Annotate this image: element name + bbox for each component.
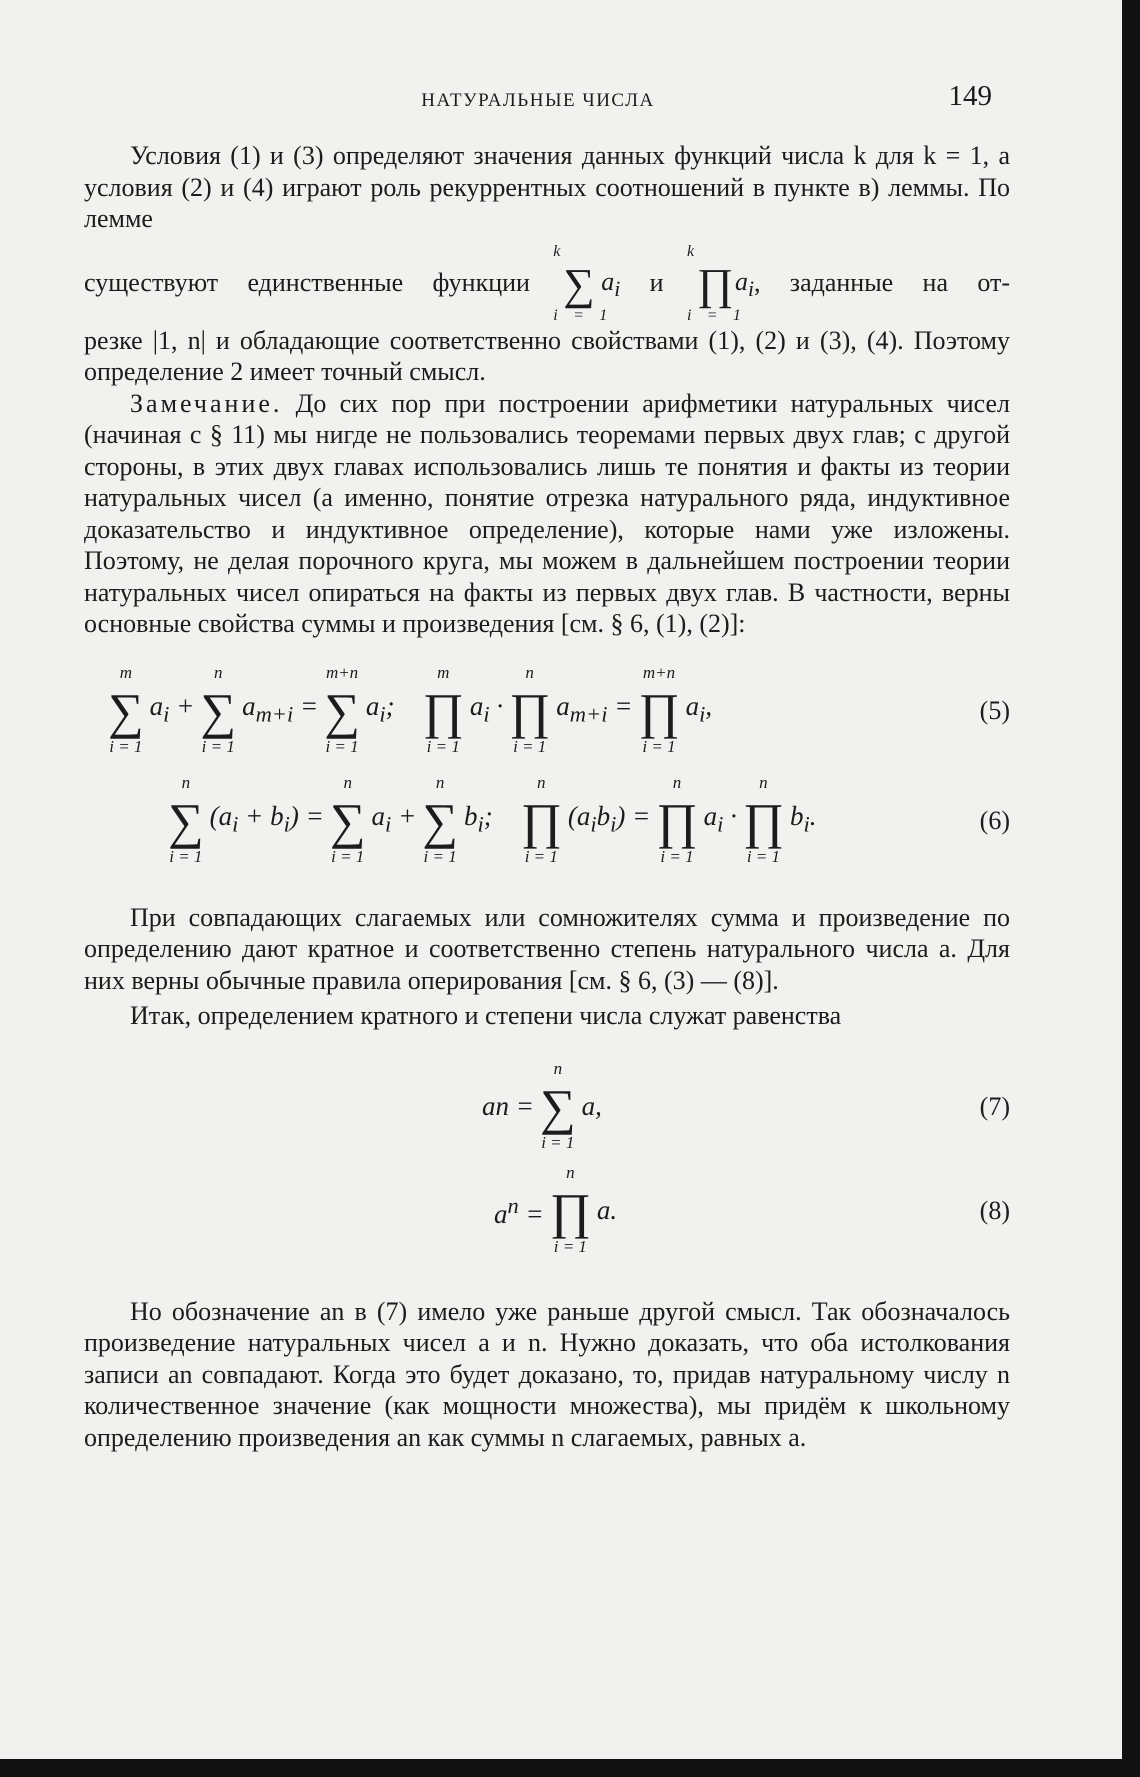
sum-operator: m ∑ i = 1 xyxy=(108,662,144,756)
paragraph-1-line-1: Условия (1) и (3) определяют значения данных функций числа k для k = 1, а условия (2) и (4) играют роль рекуррентных соотношений в пункте в) леммы. По лемме xyxy=(84,141,1010,233)
paragraph-1-line-3: резке |1, n| и обладающие соответственно свойствами (1), (2) и (3), (4). Поэтому определение 2 имеет точный смысл. xyxy=(84,325,1010,386)
product-operator: n ∏ i = 1 xyxy=(549,1162,591,1256)
product-operator: n ∏ i = 1 xyxy=(656,772,698,866)
equation-number: (8) xyxy=(979,1195,1010,1225)
paragraph-3: При совпадающих слагаемых или сомножителях сумма и произведение по определению дают кратное и соответственно степень натурального числа a. Для них верны обычные правила оперирования [см. § 6, (3) — (8)]. xyxy=(84,902,1010,995)
equation-number: (6) xyxy=(979,805,1010,835)
equation-number: (7) xyxy=(979,1091,1010,1121)
paragraph-1-line-2: существуют единственные функции k ∑ i = 1 $a_i$ и k ∏ i = 1 $a_i$, заданные на от- xyxy=(84,242,1011,324)
product-operator: n ∏ i = 1 xyxy=(509,662,551,756)
product-operator: n ∏ i = 1 xyxy=(742,772,784,866)
remark-text: До сих пор при построении арифметики натуральных чисел (начиная с § 11) мы нигде не пользовались теоремами первых двух глав; с другой стороны, в этих двух главах использовались лишь те понятия и факты из теории натуральных чисел (а именно, понятие отрезка натурального ряда, индуктивное доказательство и индуктивное определение), которые нами уже изложены. Поэтому, не делая порочного круга, мы можем в дальнейшем построении теории натуральных чисел опираться на факты из первых двух глав. В частности, верны основные свойства суммы и произведения [см. § 6, (1), (2)]: xyxy=(84,388,1011,638)
page-header xyxy=(84,80,992,120)
paragraph-4: Итак, определением кратного и степени числа служат равенства xyxy=(130,1001,842,1030)
product-operator: n ∏ i = 1 xyxy=(520,772,562,866)
product-operator: m+n ∏ i = 1 xyxy=(638,662,680,756)
equation-6: n ∑ i = 1 $(a_i + b_i)$ = n ∑ i = 1 $a_i$ + n ∑ i = 1 $b_i$; n ∏ i = 1 $(a_ib_i)$ = n ∏ i = 1 $a_i$ · n ∏ i = 1 $b_i$. (6) xyxy=(84,766,1010,876)
equation-8: $a^n$ = n ∏ i = 1 a. (8) xyxy=(84,1156,1010,1266)
equation-5: m ∑ i = 1 $a_i$ + n ∑ i = 1 $a_{m+i}$ = m+n ∑ i = 1 $a_i$; m ∏ i = 1 $a_i$ · n ∏ i = 1 $a_{m+i}$ = m+n ∏ i = 1 $a_i$, (5) xyxy=(84,656,1010,766)
inline-product-operator: k ∏ i = 1 xyxy=(686,242,741,324)
product-operator: m ∏ i = 1 xyxy=(422,662,464,756)
inline-sum-operator: k ∑ i = 1 xyxy=(553,242,608,324)
paragraph-1-text-a: существуют единственные функции xyxy=(84,267,530,297)
sum-operator: n ∑ i = 1 xyxy=(200,662,237,756)
remark-lead: Замечание. xyxy=(130,388,283,418)
paragraph-1-text-b: и xyxy=(649,267,664,297)
sum-operator: n ∑ i = 1 xyxy=(539,1058,576,1152)
sum-operator: m+n ∑ i = 1 xyxy=(324,662,360,756)
page-body xyxy=(84,140,1010,1453)
running-title: НАТУРАЛЬНЫЕ ЧИСЛА xyxy=(421,90,655,111)
sum-operator: n ∑ i = 1 xyxy=(168,772,204,866)
paragraph-2 xyxy=(84,388,1010,640)
equation-7: an = n ∑ i = 1 a, (7) xyxy=(84,1052,1010,1162)
sum-operator: n ∑ i = 1 xyxy=(329,772,366,866)
equation-number: (5) xyxy=(979,695,1010,725)
paragraph-1-text-c: , заданные на от- xyxy=(753,267,1011,297)
sum-operator: n ∑ i = 1 xyxy=(422,772,458,866)
page-number: 149 xyxy=(948,80,992,112)
paragraph-5: Но обозначение an в (7) имело уже раньше другой смысл. Так обозначалось произведение натуральных чисел a и n. Нужно доказать, что оба истолкования записи an совпадают. Когда это будет доказано, то, придав натуральному числу n количественное значение (как мощности множества), мы придём к школьному определению произведения an как суммы n слагаемых, равных a. xyxy=(84,1296,1010,1452)
